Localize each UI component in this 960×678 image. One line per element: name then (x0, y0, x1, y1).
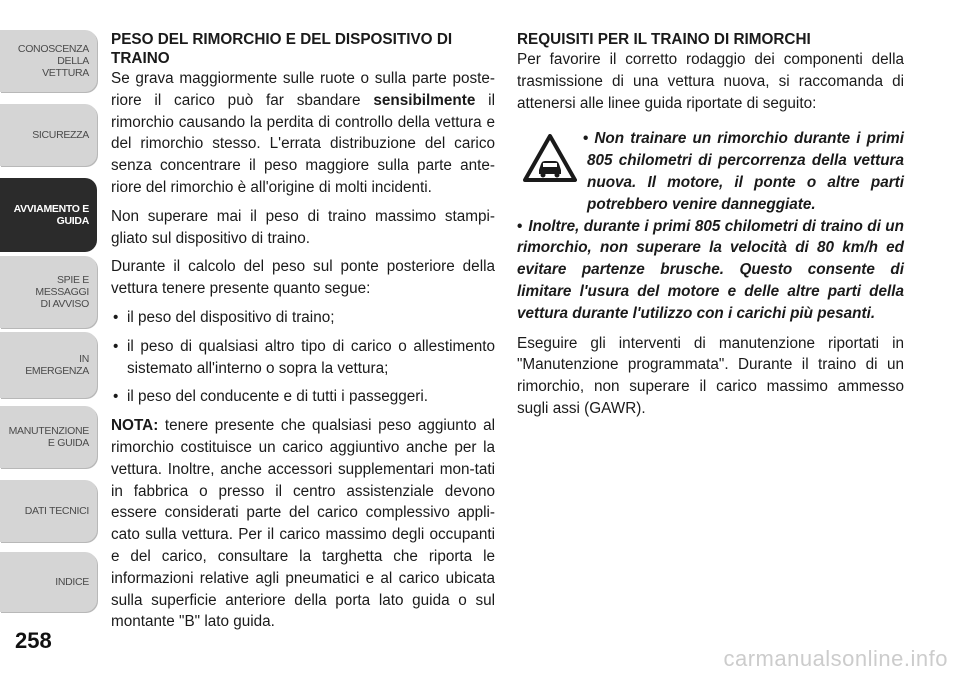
warning-triangle-car-icon (523, 134, 577, 182)
warning-box (517, 128, 904, 324)
warning-text: Inoltre, durante i primi 805 chilometri di traino di un rimorchio, non superare la velocità di 80 km/h ed evitare partenze brusche. Questo consente di limitare l'usura del motore e delle altre parti della vettura durante l'utilizzo con i carichi più pesanti. (517, 217, 904, 322)
list-item: • il peso del dispositivo di traino; (111, 307, 495, 329)
paragraph-calcolo-peso: Durante il calcolo del peso sul ponte posteriore della vettura tenere presente quanto segue: (111, 258, 495, 298)
paragraph-intro-rodaggio: Per favorire il corretto rodaggio dei componenti della trasmissione di una vettura nuova, si raccomanda di attenersi alle linee guida riportate di seguito: (517, 51, 904, 112)
paragraph-sbandamento (111, 68, 495, 199)
tab-indice[interactable]: INDICE (0, 552, 97, 612)
tab-avviamento-e-guida[interactable]: AVVIAMENTO E GUIDA (0, 178, 97, 252)
tab-in-emergenza[interactable]: IN EMERGENZA (0, 332, 97, 398)
tab-spie-e-messaggi[interactable]: SPIE E MESSAGGI DI AVVISO (0, 256, 97, 328)
right-column (517, 30, 904, 427)
section-heading-peso-rimorchio: PESO DEL RIMORCHIO E DEL DISPOSITIVO DI TRAINO (111, 31, 453, 67)
tab-dati-tecnici[interactable]: DATI TECNICI (0, 480, 97, 542)
paragraph-manutenzione: Eseguire gli interventi di manutenzione riportati in "Manutenzione programmata". Durante il traino di un rimorchio, non superare il carico massimo ammesso sugli assi (GAWR). (517, 334, 904, 417)
tab-sicurezza[interactable]: SICUREZZA (0, 104, 97, 166)
paragraph-text: Se grava maggiormente sulle ruote o sulla parte poste-riore il carico può far sbandare (111, 70, 495, 109)
watermark: carmanualsonline.info (723, 646, 948, 671)
note-text: tenere presente che qualsiasi peso aggiunto al rimorchio costituisce un carico aggiuntivo anche per la vettura. Inoltre, anche accessori supplementari mon-tati in fabbrica o presso il centro assistenziale devono essere considerati parte del carico complessivo appli-cato sulla vettura. Per il carico massimo degli occupanti e del carico, consultare la targhetta che riporta le informazioni relative agli pneumatici e al carico ubicata sulla superficie anteriore della porta lato guida o sul montante "B" lato guida. (111, 417, 495, 631)
paragraph-peso-massimo: Non superare mai il peso di traino massimo stampi-gliato sul dispositivo di traino. (111, 207, 495, 247)
warning-item: • Inoltre, durante i primi 805 chilometri di traino di un rimorchio, non superare la velocità di 80 km/h ed evitare partenze brusche. Questo consente di limitare l'usura del motore e delle altre parti della vettura durante l'utilizzo con i carichi più pesanti. (517, 217, 904, 322)
page-number: 258 (15, 628, 52, 653)
list-item: • il peso del conducente e di tutti i passeggeri. (111, 386, 495, 408)
list-item: • il peso di qualsiasi altro tipo di carico o allestimento sistemato all'interno o sopra la vettura; (111, 336, 495, 380)
section-heading-requisiti-traino: REQUISITI PER IL TRAINO DI RIMORCHI (517, 31, 811, 48)
note-paragraph (111, 415, 495, 633)
note-label: NOTA: (111, 417, 159, 435)
emphasis-text: sensibilmente (373, 91, 476, 109)
bullet-list-peso (111, 307, 495, 408)
warning-item: • Non trainare un rimorchio durante i primi 805 chilometri di percorrenza della vettura nuova. Il motore, il ponte o altre parti potrebbero venire danneggiate. (583, 130, 904, 213)
left-column (111, 30, 495, 640)
tab-manutenzione-e-guida[interactable]: MANUTENZIONE E GUIDA (0, 406, 97, 468)
warning-text: Non trainare un rimorchio durante i primi 805 chilometri di percorrenza della vettura nuova. Il motore, il ponte o altre parti potrebbero venire danneggiate. (587, 130, 904, 213)
paragraph-text: il rimorchio causando la perdita di controllo della vettura e del rimorchio stesso. L'errata distribuzione del carico senza concentrare il peso maggiore sulla parte ante-riore del rimorchio è all'origine di molti incidenti. (111, 91, 495, 196)
tab-conoscenza-della-vettura[interactable]: CONOSCENZA DELLA VETTURA (0, 30, 97, 92)
chapter-sidebar (0, 0, 97, 678)
